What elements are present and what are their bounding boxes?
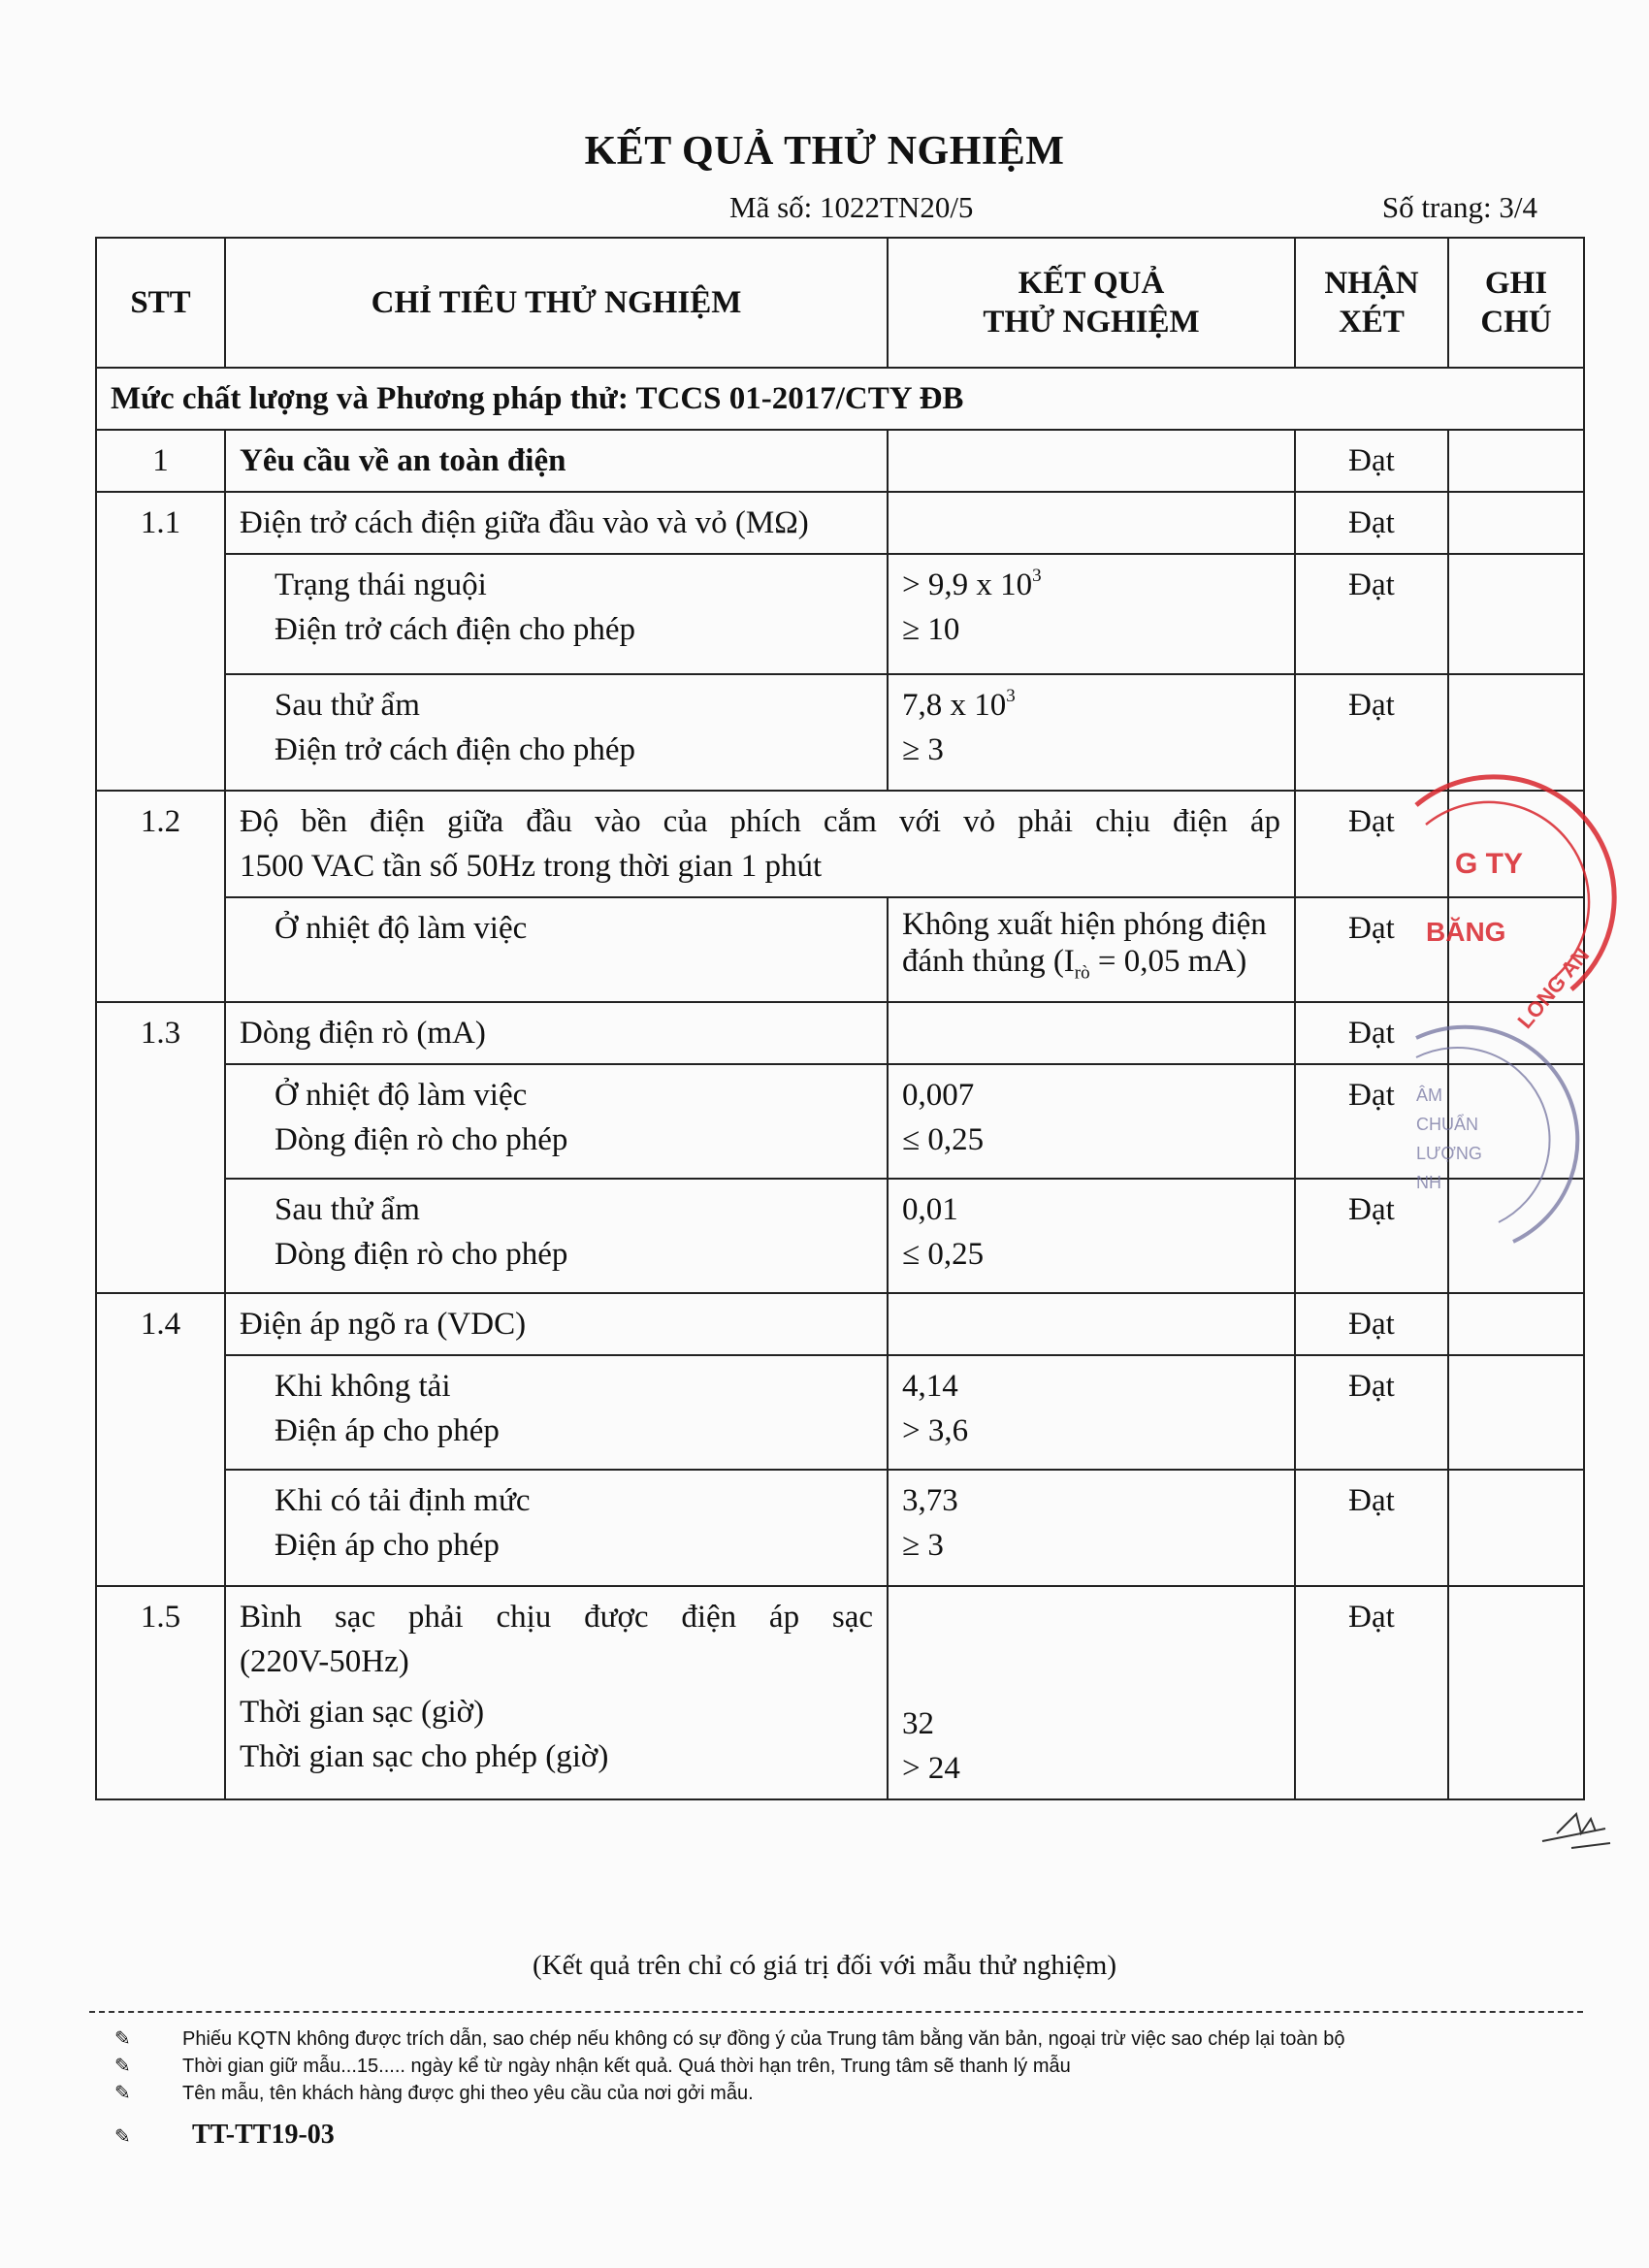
document-code: Mã số: 1022TN20/5 (729, 190, 974, 224)
row-remark: Đạt (1348, 1192, 1395, 1227)
result-exponent: 3 (1006, 686, 1016, 706)
limit-value: ≥ 3 (902, 732, 944, 767)
col-note-line1: GHI (1484, 266, 1548, 301)
result-value (902, 683, 1280, 728)
row-stt: 1.3 (140, 1016, 181, 1051)
footer-notes (114, 2025, 1344, 2107)
limit-value: > 3,6 (902, 1413, 969, 1448)
row-remark: Đạt (1348, 804, 1395, 839)
table-row (96, 1470, 1584, 1586)
signature (1537, 1804, 1615, 1858)
svg-text:NH: NH (1416, 1173, 1441, 1192)
result-value: 0,01 (902, 1192, 958, 1227)
svg-text:ÂM: ÂM (1416, 1085, 1442, 1105)
row-remark: Đạt (1348, 1078, 1395, 1113)
row-criteria: Yêu cầu về an toàn điện (240, 443, 566, 478)
row-remark: Đạt (1348, 1483, 1395, 1518)
row-remark: Đạt (1348, 505, 1395, 540)
note-bullet-icon: ✎ (114, 2126, 131, 2148)
table-row (96, 1179, 1584, 1293)
note-text: Tên mẫu, tên khách hàng được ghi theo yêu cầu của nơi gởi mẫu. (182, 2083, 754, 2104)
table-row (96, 1355, 1584, 1470)
row-remark: Đạt (1348, 443, 1395, 478)
row-stt: 1 (152, 443, 169, 478)
result-value-line2: đánh thủng ($I_{rò} = 0,05$ mA) (902, 944, 1247, 984)
limit-value: ≥ 3 (902, 1528, 944, 1563)
col-remark-line1: NHẬN (1324, 266, 1419, 301)
result-value: 32 (902, 1706, 934, 1741)
sub-criteria-limit: Thời gian sạc cho phép (giờ) (240, 1739, 609, 1774)
svg-text:CHUẨN: CHUẨN (1416, 1115, 1479, 1134)
note-text: Phiếu KQTN không được trích dẫn, sao chép nếu không có sự đồng ý của Trung tâm bằng văn bản, ngoại trừ việc sao chép lại toàn bộ (182, 2028, 1345, 2050)
col-remark-line2: XÉT (1339, 305, 1405, 340)
sub-criteria: Sau thử ẩm (275, 1192, 420, 1227)
table-row (96, 674, 1584, 791)
row-remark: Đạt (1348, 1600, 1395, 1635)
table-row (96, 1064, 1584, 1179)
row-remark: Đạt (1348, 1307, 1395, 1342)
row-remark: Đạt (1348, 1369, 1395, 1404)
sub-criteria: Sau thử ẩm (275, 688, 420, 723)
section-header-row (96, 368, 1584, 430)
table-row (96, 897, 1584, 1002)
page-title: KẾT QUẢ THỬ NGHIỆM (584, 129, 1065, 174)
company-seal (1397, 795, 1595, 1256)
limit-value: > 24 (902, 1751, 960, 1786)
row-remark: Đạt (1348, 1016, 1395, 1051)
row-criteria-line1: Độ bền điện giữa đầu vào của phích cắm với vỏ phải chịu điện áp (240, 804, 1280, 839)
sub-criteria: Ở nhiệt độ làm việc (275, 1078, 528, 1113)
svg-text:BĂNG: BĂNG (1426, 917, 1506, 947)
row-criteria: Điện trở cách điện giữa đầu vào và vỏ (MΩ) (240, 505, 809, 540)
blue-seal (1416, 1027, 1577, 1242)
col-result (888, 238, 1295, 368)
note-item (114, 2025, 1344, 2053)
sub-criteria: Trạng thái nguội (275, 567, 487, 602)
sub-criteria: Thời gian sạc (giờ) (240, 1695, 485, 1730)
table-row (96, 791, 1584, 897)
table-row (96, 1293, 1584, 1355)
note-text: Thời gian giữ mẫu...15..... ngày kể từ ngày nhận kết quả. Quá thời hạn trên, Trung tâm sẽ thanh lý mẫu (182, 2056, 1071, 2077)
note-bullet-icon: ✎ (114, 2083, 131, 2104)
row-stt: 1.4 (140, 1307, 181, 1342)
col-note (1448, 238, 1584, 368)
form-code (114, 2120, 335, 2155)
section-header: Mức chất lượng và Phương pháp thử: TCCS 01-2017/CTY ĐB (111, 381, 964, 416)
validity-note: (Kết quả trên chỉ có giá trị đối với mẫu thử nghiệm) (532, 1950, 1117, 1981)
row-criteria-line1: Bình sạc phải chịu được điện áp sạc (240, 1600, 873, 1635)
sub-criteria-limit: Điện áp cho phép (275, 1413, 500, 1448)
row-stt: 1.2 (140, 804, 181, 839)
table-row (96, 430, 1584, 492)
row-criteria: Điện áp ngõ ra (VDC) (240, 1307, 527, 1342)
result-value: 3,73 (902, 1483, 958, 1518)
col-remark (1295, 238, 1448, 368)
sub-criteria-limit: Dòng điện rò cho phép (275, 1122, 568, 1157)
col-result-line2: THỬ NGHIỆM (983, 305, 1200, 340)
page-number: Số trang: 3/4 (1381, 190, 1537, 224)
col-stt: STT (96, 238, 225, 368)
limit-value: ≤ 0,25 (902, 1237, 985, 1272)
sub-criteria-limit: Điện trở cách điện cho phép (275, 612, 636, 647)
table-row (96, 1002, 1584, 1064)
result-base: > 9,9 x 10 (902, 567, 1033, 602)
sub-criteria: Khi không tải (275, 1369, 451, 1404)
row-criteria: Dòng điện rò (mA) (240, 1016, 486, 1051)
note-bullet-icon: ✎ (114, 2028, 131, 2050)
svg-text:LONG AN: LONG AN (1512, 942, 1595, 1033)
row-remark: Đạt (1348, 567, 1395, 602)
col-result-line1: KẾT QUẢ (1018, 266, 1165, 301)
row-stt: 1.1 (140, 505, 181, 540)
footer-divider (89, 2011, 1583, 2013)
result-base: 7,8 x 10 (902, 688, 1007, 723)
row-criteria-line2: (220V-50Hz) (240, 1644, 409, 1679)
row-stt: 1.5 (140, 1600, 181, 1635)
sub-criteria: Khi có tải định mức (275, 1483, 531, 1518)
sub-criteria: Ở nhiệt độ làm việc (275, 911, 528, 946)
col-criteria: CHỈ TIÊU THỬ NGHIỆM (225, 238, 888, 368)
sub-criteria-limit: Điện áp cho phép (275, 1528, 500, 1563)
svg-text:LƯỢNG: LƯỢNG (1416, 1144, 1482, 1163)
row-remark: Đạt (1348, 688, 1395, 723)
svg-text:G TY: G TY (1455, 848, 1524, 880)
col-note-line2: CHÚ (1480, 305, 1552, 340)
result-value: Không xuất hiện phóng điện (902, 907, 1267, 942)
table-row (96, 492, 1584, 554)
sub-criteria-limit: Điện trở cách điện cho phép (275, 732, 636, 767)
row-remark: Đạt (1348, 911, 1395, 946)
note-bullet-icon: ✎ (114, 2056, 131, 2077)
form-code-text: TT-TT19-03 (192, 2120, 335, 2150)
note-item (114, 2080, 1344, 2107)
result-value (902, 563, 1280, 607)
limit-value: ≥ 10 (902, 612, 960, 647)
table-header-row (96, 238, 1584, 368)
results-table (95, 237, 1585, 1800)
table-row (96, 554, 1584, 674)
result-value: 0,007 (902, 1078, 975, 1113)
table-row (96, 1586, 1584, 1799)
row-criteria-line2: 1500 VAC tần số 50Hz trong thời gian 1 phút (240, 849, 823, 884)
limit-value: ≤ 0,25 (902, 1122, 985, 1157)
sub-criteria-limit: Dòng điện rò cho phép (275, 1237, 568, 1272)
note-item (114, 2053, 1344, 2080)
result-value: 4,14 (902, 1369, 958, 1404)
result-exponent: 3 (1032, 566, 1042, 586)
